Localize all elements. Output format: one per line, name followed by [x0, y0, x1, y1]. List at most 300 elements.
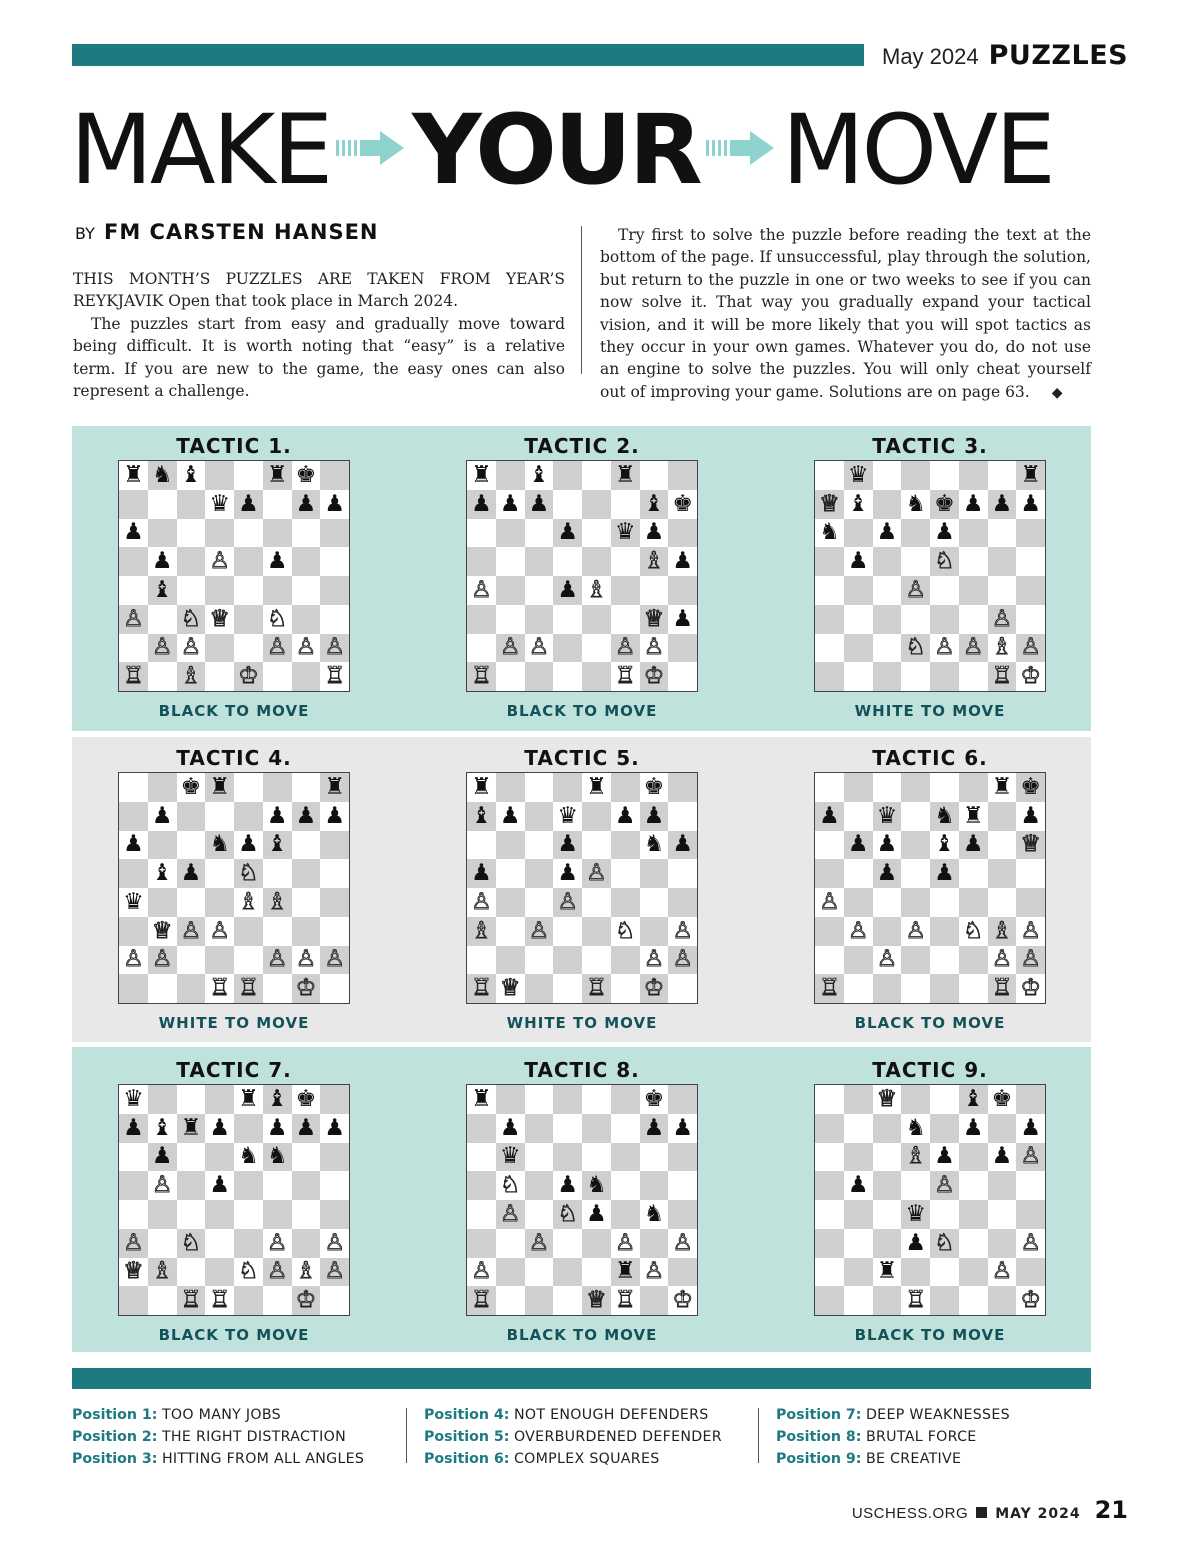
- white-knight-icon: ♘: [177, 1229, 206, 1258]
- black-pawn-icon: ♟: [640, 519, 669, 548]
- board-square: [930, 946, 959, 975]
- board-square: [177, 1085, 206, 1114]
- board-square: [292, 917, 321, 946]
- board-square: [1016, 1171, 1045, 1200]
- board-square: [263, 519, 292, 548]
- board-square: [582, 490, 611, 519]
- black-rook-icon: ♜: [1016, 461, 1045, 490]
- board-square: [467, 1171, 496, 1200]
- board-square: [234, 1114, 263, 1143]
- board-square: [205, 662, 234, 691]
- board-square: [320, 461, 349, 490]
- board-square: [815, 576, 844, 605]
- board-square: [668, 662, 697, 691]
- board-square: [901, 946, 930, 975]
- board-square: [582, 1229, 611, 1258]
- board-square: [1016, 519, 1045, 548]
- black-pawn-icon: ♟: [640, 1114, 669, 1143]
- board-square: [320, 1286, 349, 1315]
- board-square: [815, 773, 844, 802]
- footer-month: MAY 2024: [995, 1506, 1081, 1522]
- black-pawn-icon: ♟: [119, 1114, 148, 1143]
- white-pawn-icon: ♙: [1016, 946, 1045, 975]
- white-bishop-icon: ♗: [177, 662, 206, 691]
- board-square: [525, 831, 554, 860]
- board-square: [234, 1286, 263, 1315]
- white-rook-icon: ♖: [205, 1286, 234, 1315]
- black-pawn-icon: ♟: [292, 802, 321, 831]
- board-square: [263, 859, 292, 888]
- black-bishop-icon: ♝: [525, 461, 554, 490]
- board-square: [320, 831, 349, 860]
- board-square: [815, 547, 844, 576]
- white-pawn-icon: ♙: [525, 917, 554, 946]
- board-square: [496, 859, 525, 888]
- board-square: [205, 634, 234, 663]
- board-square: [234, 519, 263, 548]
- black-knight-icon: ♞: [930, 802, 959, 831]
- white-bishop-icon: ♗: [582, 576, 611, 605]
- white-rook-icon: ♖: [119, 662, 148, 691]
- board-square: [930, 773, 959, 802]
- black-pawn-icon: ♟: [234, 831, 263, 860]
- white-bishop-icon: ♗: [988, 634, 1017, 663]
- board-square: [1016, 576, 1045, 605]
- board-square: [901, 1085, 930, 1114]
- board-square: [234, 802, 263, 831]
- board-square: [119, 859, 148, 888]
- white-rook-icon: ♖: [205, 974, 234, 1003]
- hint-key: Position 9:: [776, 1451, 862, 1467]
- board-square: [234, 917, 263, 946]
- board-square: [553, 1286, 582, 1315]
- black-queen-icon: ♛: [496, 1143, 525, 1172]
- board-square: [844, 605, 873, 634]
- hint-column: [776, 1404, 1010, 1470]
- tactic-2: [466, 432, 698, 720]
- board-square: [496, 1229, 525, 1258]
- hint-value: HITTING FROM ALL ANGLES: [161, 1451, 365, 1467]
- white-king-icon: ♔: [1016, 974, 1045, 1003]
- board-square: [1016, 1200, 1045, 1229]
- board-square: [467, 605, 496, 634]
- side-to-move: BLACK TO MOVE: [506, 702, 658, 720]
- side-to-move: WHITE TO MOVE: [158, 1014, 310, 1032]
- board-square: [496, 1258, 525, 1287]
- board-square: [320, 888, 349, 917]
- hint-item: [72, 1426, 364, 1448]
- board-square: [582, 634, 611, 663]
- arrow-right-icon: [336, 131, 406, 169]
- hint-value: THE RIGHT DISTRACTION: [161, 1429, 346, 1445]
- board-square: [496, 576, 525, 605]
- black-pawn-icon: ♟: [234, 490, 263, 519]
- hint-item: [424, 1448, 722, 1470]
- board-square: [320, 519, 349, 548]
- black-pawn-icon: ♟: [959, 490, 988, 519]
- white-knight-icon: ♘: [496, 1171, 525, 1200]
- white-pawn-icon: ♙: [988, 1258, 1017, 1287]
- board-square: [815, 1114, 844, 1143]
- white-pawn-icon: ♙: [582, 859, 611, 888]
- board-square: [668, 859, 697, 888]
- black-queen-icon: ♛: [873, 802, 902, 831]
- board-square: [292, 1171, 321, 1200]
- board-square: [320, 974, 349, 1003]
- black-pawn-icon: ♟: [467, 490, 496, 519]
- board-square: [263, 917, 292, 946]
- hint-value: OVERBURDENED DEFENDER: [513, 1429, 722, 1445]
- board-square: [320, 547, 349, 576]
- black-king-icon: ♚: [640, 773, 669, 802]
- board-square: [668, 1171, 697, 1200]
- board-square: [959, 1229, 988, 1258]
- board-square: [901, 888, 930, 917]
- tactic-title: TACTIC 8.: [524, 1058, 640, 1082]
- white-pawn-icon: ♙: [148, 946, 177, 975]
- board-square: [640, 1229, 669, 1258]
- black-pawn-icon: ♟: [930, 859, 959, 888]
- white-knight-icon: ♘: [930, 547, 959, 576]
- board-square: [901, 974, 930, 1003]
- board-square: [234, 1200, 263, 1229]
- black-bishop-icon: ♝: [844, 490, 873, 519]
- board-square: [611, 1114, 640, 1143]
- black-rook-icon: ♜: [467, 773, 496, 802]
- black-bishop-icon: ♝: [263, 831, 292, 860]
- white-pawn-icon: ♙: [1016, 634, 1045, 663]
- side-to-move: BLACK TO MOVE: [158, 702, 310, 720]
- board-square: [668, 519, 697, 548]
- board-square: [959, 576, 988, 605]
- board-square: [959, 946, 988, 975]
- website: USCHESS.ORG: [851, 1505, 969, 1522]
- board-square: [177, 576, 206, 605]
- black-pawn-icon: ♟: [320, 490, 349, 519]
- board-square: [205, 859, 234, 888]
- board-square: [320, 1171, 349, 1200]
- board-square: [668, 1258, 697, 1287]
- black-knight-icon: ♞: [640, 831, 669, 860]
- board-square: [873, 974, 902, 1003]
- white-king-icon: ♔: [292, 974, 321, 1003]
- section-name: PUZZLES: [988, 40, 1129, 71]
- chess-board: [814, 772, 1046, 1004]
- intro-right-column: [600, 224, 1091, 404]
- white-pawn-icon: ♙: [320, 1229, 349, 1258]
- board-square: [988, 802, 1017, 831]
- board-square: [668, 974, 697, 1003]
- tactic-title: TACTIC 6.: [872, 746, 988, 770]
- white-bishop-icon: ♗: [234, 888, 263, 917]
- board-square: [292, 662, 321, 691]
- board-square: [263, 490, 292, 519]
- black-bishop-icon: ♝: [959, 1085, 988, 1114]
- board-square: [901, 831, 930, 860]
- hint-value: TOO MANY JOBS: [161, 1407, 281, 1423]
- byline: [75, 220, 379, 244]
- board-square: [525, 662, 554, 691]
- board-square: [177, 831, 206, 860]
- white-knight-icon: ♘: [611, 917, 640, 946]
- board-square: [611, 888, 640, 917]
- board-square: [292, 1200, 321, 1229]
- black-pawn-icon: ♟: [119, 831, 148, 860]
- white-pawn-icon: ♙: [292, 946, 321, 975]
- board-square: [177, 547, 206, 576]
- board-square: [292, 888, 321, 917]
- black-knight-icon: ♞: [901, 1114, 930, 1143]
- white-rook-icon: ♖: [901, 1286, 930, 1315]
- board-square: [525, 1114, 554, 1143]
- hint-column: [72, 1404, 364, 1470]
- board-square: [668, 888, 697, 917]
- board-square: [815, 946, 844, 975]
- board-square: [930, 888, 959, 917]
- hint-item: [776, 1448, 1010, 1470]
- board-square: [815, 1171, 844, 1200]
- side-to-move: BLACK TO MOVE: [854, 1326, 1006, 1344]
- board-square: [205, 1229, 234, 1258]
- board-square: [148, 1085, 177, 1114]
- board-square: [901, 1258, 930, 1287]
- board-square: [205, 1143, 234, 1172]
- white-pawn-icon: ♙: [844, 917, 873, 946]
- white-king-icon: ♔: [234, 662, 263, 691]
- black-rook-icon: ♜: [205, 773, 234, 802]
- white-rook-icon: ♖: [582, 974, 611, 1003]
- black-queen-icon: ♛: [553, 802, 582, 831]
- board-square: [525, 1085, 554, 1114]
- white-rook-icon: ♖: [611, 662, 640, 691]
- board-square: [959, 1171, 988, 1200]
- white-pawn-icon: ♙: [263, 1229, 292, 1258]
- black-pawn-icon: ♟: [263, 802, 292, 831]
- white-bishop-icon: ♗: [148, 1258, 177, 1287]
- white-pawn-icon: ♙: [525, 1229, 554, 1258]
- white-pawn-icon: ♙: [959, 634, 988, 663]
- board-square: [815, 1229, 844, 1258]
- board-square: [553, 547, 582, 576]
- black-pawn-icon: ♟: [177, 859, 206, 888]
- board-square: [873, 917, 902, 946]
- black-rook-icon: ♜: [582, 773, 611, 802]
- black-bishop-icon: ♝: [467, 802, 496, 831]
- board-square: [553, 974, 582, 1003]
- board-square: [553, 1229, 582, 1258]
- board-square: [873, 1286, 902, 1315]
- board-square: [234, 461, 263, 490]
- board-square: [320, 1143, 349, 1172]
- board-square: [901, 802, 930, 831]
- board-square: [959, 605, 988, 634]
- white-pawn-icon: ♙: [263, 1258, 292, 1287]
- board-square: [263, 773, 292, 802]
- hint-key: Position 6:: [424, 1451, 510, 1467]
- board-square: [496, 888, 525, 917]
- black-pawn-icon: ♟: [553, 859, 582, 888]
- board-square: [467, 547, 496, 576]
- board-square: [901, 773, 930, 802]
- side-to-move: BLACK TO MOVE: [158, 1326, 310, 1344]
- board-square: [148, 974, 177, 1003]
- white-queen-icon: ♕: [873, 1085, 902, 1114]
- board-square: [668, 802, 697, 831]
- intro-left-column: [73, 268, 565, 402]
- board-square: [815, 859, 844, 888]
- board-square: [263, 1200, 292, 1229]
- white-knight-icon: ♘: [901, 634, 930, 663]
- chess-board: [118, 772, 350, 1004]
- black-pawn-icon: ♟: [582, 1200, 611, 1229]
- white-rook-icon: ♖: [611, 1286, 640, 1315]
- black-pawn-icon: ♟: [668, 605, 697, 634]
- intro-paragraph: The puzzles start from easy and gradually move toward being difficult. It is worth noting that “easy” is a relative term. If you are new to the game, the easy ones can also represent a challenge.: [73, 314, 565, 401]
- board-square: [234, 634, 263, 663]
- board-square: [234, 946, 263, 975]
- black-queen-icon: ♛: [611, 519, 640, 548]
- board-square: [525, 946, 554, 975]
- white-pawn-icon: ♙: [1016, 1229, 1045, 1258]
- black-pawn-icon: ♟: [873, 519, 902, 548]
- white-pawn-icon: ♙: [640, 1258, 669, 1287]
- black-knight-icon: ♞: [148, 461, 177, 490]
- tactic-3: [814, 432, 1046, 720]
- board-square: [467, 1114, 496, 1143]
- side-to-move: WHITE TO MOVE: [506, 1014, 658, 1032]
- board-square: [873, 1200, 902, 1229]
- board-square: [815, 1085, 844, 1114]
- board-square: [930, 662, 959, 691]
- board-square: [844, 1200, 873, 1229]
- white-pawn-icon: ♙: [901, 576, 930, 605]
- board-square: [177, 1143, 206, 1172]
- board-square: [640, 576, 669, 605]
- board-square: [205, 519, 234, 548]
- black-rook-icon: ♜: [263, 461, 292, 490]
- author-name: FM CARSTEN HANSEN: [103, 220, 379, 244]
- side-to-move: BLACK TO MOVE: [506, 1326, 658, 1344]
- board-square: [553, 917, 582, 946]
- board-square: [582, 461, 611, 490]
- white-rook-icon: ♖: [988, 974, 1017, 1003]
- board-square: [467, 946, 496, 975]
- white-pawn-icon: ♙: [205, 547, 234, 576]
- board-square: [234, 1171, 263, 1200]
- board-square: [525, 1286, 554, 1315]
- black-pawn-icon: ♟: [292, 1114, 321, 1143]
- board-square: [205, 1200, 234, 1229]
- board-square: [668, 461, 697, 490]
- white-pawn-icon: ♙: [611, 1229, 640, 1258]
- board-square: [873, 1229, 902, 1258]
- black-pawn-icon: ♟: [263, 1114, 292, 1143]
- board-square: [959, 888, 988, 917]
- board-square: [205, 576, 234, 605]
- board-square: [582, 519, 611, 548]
- black-rook-icon: ♜: [177, 1114, 206, 1143]
- board-square: [177, 802, 206, 831]
- black-pawn-icon: ♟: [496, 490, 525, 519]
- black-rook-icon: ♜: [119, 461, 148, 490]
- white-pawn-icon: ♙: [988, 946, 1017, 975]
- board-square: [263, 1286, 292, 1315]
- black-pawn-icon: ♟: [320, 1114, 349, 1143]
- board-square: [640, 888, 669, 917]
- black-pawn-icon: ♟: [496, 1114, 525, 1143]
- board-square: [467, 634, 496, 663]
- black-pawn-icon: ♟: [844, 547, 873, 576]
- black-pawn-icon: ♟: [205, 1114, 234, 1143]
- board-square: [640, 859, 669, 888]
- hint-key: Position 8:: [776, 1429, 862, 1445]
- black-pawn-icon: ♟: [467, 859, 496, 888]
- black-pawn-icon: ♟: [263, 547, 292, 576]
- board-square: [582, 946, 611, 975]
- white-pawn-icon: ♙: [148, 1171, 177, 1200]
- board-square: [496, 1085, 525, 1114]
- hint-value: DEEP WEAKNESSES: [865, 1407, 1010, 1423]
- board-square: [640, 1171, 669, 1200]
- tactic-1: [118, 432, 350, 720]
- board-square: [525, 1171, 554, 1200]
- board-square: [873, 576, 902, 605]
- intro-paragraph: THIS MONTH’S PUZZLES ARE TAKEN FROM YEAR’S REYKJAVIK Open that took place in March 2024.: [73, 270, 565, 311]
- black-rook-icon: ♜: [467, 1085, 496, 1114]
- board-square: [177, 1171, 206, 1200]
- white-pawn-icon: ♙: [496, 1200, 525, 1229]
- chess-board: [118, 460, 350, 692]
- board-square: [611, 1143, 640, 1172]
- white-pawn-icon: ♙: [292, 634, 321, 663]
- board-square: [582, 1085, 611, 1114]
- board-square: [988, 1229, 1017, 1258]
- board-square: [553, 773, 582, 802]
- board-square: [611, 831, 640, 860]
- white-pawn-icon: ♙: [815, 888, 844, 917]
- title-word-move: MOVE: [781, 94, 1053, 206]
- board-square: [901, 519, 930, 548]
- board-square: [611, 773, 640, 802]
- board-square: [640, 461, 669, 490]
- byline-prefix: BY: [75, 224, 95, 243]
- board-square: [234, 773, 263, 802]
- board-square: [582, 831, 611, 860]
- white-pawn-icon: ♙: [263, 634, 292, 663]
- board-square: [959, 1200, 988, 1229]
- intro-paragraph-text: Try first to solve the puzzle before reading the text at the bottom of the page. If unsuccessful, play through the solution, but return to the puzzle in one or two weeks to see if you can now solve it. That way you gradually expand your tactical vision, and it will be more likely that you will spot tactics as they occur in your own games. Whatever you do, do not use an engine to solve the puzzles. You will only cheat yourself out of improving your game. Solutions are on page 63.: [600, 226, 1091, 401]
- black-pawn-icon: ♟: [611, 802, 640, 831]
- board-square: [640, 1143, 669, 1172]
- board-square: [177, 519, 206, 548]
- board-square: [611, 946, 640, 975]
- white-knight-icon: ♘: [234, 1258, 263, 1287]
- white-rook-icon: ♖: [177, 1286, 206, 1315]
- board-square: [815, 1286, 844, 1315]
- board-square: [815, 461, 844, 490]
- black-king-icon: ♚: [292, 461, 321, 490]
- black-knight-icon: ♞: [234, 1143, 263, 1172]
- chess-board: [814, 460, 1046, 692]
- black-knight-icon: ♞: [815, 519, 844, 548]
- board-square: [959, 547, 988, 576]
- board-square: [640, 917, 669, 946]
- tactic-title: TACTIC 3.: [872, 434, 988, 458]
- board-square: [582, 547, 611, 576]
- white-rook-icon: ♖: [988, 662, 1017, 691]
- board-square: [119, 634, 148, 663]
- board-square: [467, 1143, 496, 1172]
